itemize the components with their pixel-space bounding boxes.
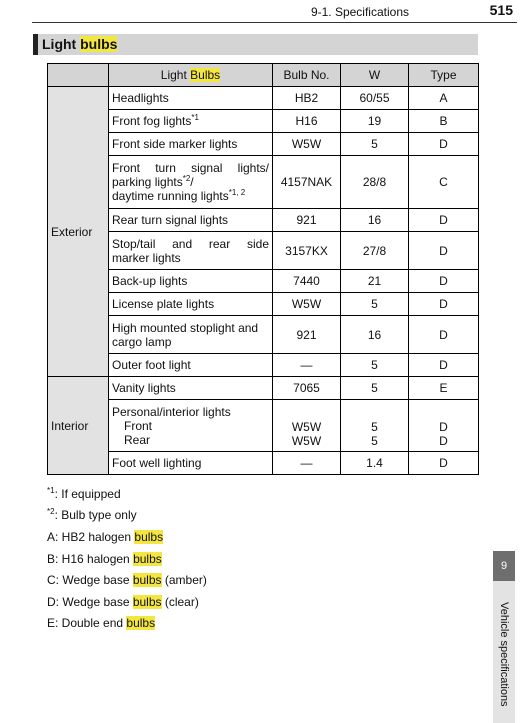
page-title <box>33 34 478 55</box>
row-bulb: HB2 <box>273 87 341 110</box>
row-name-line2 <box>112 175 269 189</box>
row-type-front: D <box>439 420 448 434</box>
row-name-text: Personal/interior lights <box>112 404 231 419</box>
row-bulb: 921 <box>273 209 341 232</box>
row-name: Outer foot light <box>109 354 273 377</box>
row-type: C <box>409 156 479 209</box>
legend-highlight: bulbs <box>126 616 156 630</box>
group-interior: Interior <box>48 377 109 475</box>
row-w <box>341 400 409 452</box>
row-name: Stop/tail and rear side marker lights <box>109 232 273 270</box>
footnote-mark: *2 <box>47 507 55 516</box>
header-light-bulbs <box>109 64 273 87</box>
row-name-line3-text: daytime running lights <box>112 189 229 203</box>
row-w-front: 5 <box>371 420 378 434</box>
row-w: 16 <box>341 209 409 232</box>
legend-item <box>47 592 207 614</box>
row-w: 28/8 <box>341 156 409 209</box>
row-type: B <box>409 110 479 133</box>
table-row <box>48 354 479 377</box>
row-name: Headlights <box>109 87 273 110</box>
legend-item <box>47 527 207 549</box>
table-row <box>48 133 479 156</box>
row-name <box>109 156 273 209</box>
legend-suffix: (clear) <box>161 594 199 609</box>
legend-highlight: bulbs <box>133 551 162 566</box>
row-w: 5 <box>341 354 409 377</box>
row-type: D <box>409 209 479 232</box>
row-bulb: 4157NAK <box>273 156 341 209</box>
footnote-mark: *1 <box>191 113 199 122</box>
legend-text: C: Wedge base <box>47 573 133 587</box>
row-name: Front side marker lights <box>109 133 273 156</box>
row-w: 21 <box>341 270 409 293</box>
row-type: D <box>409 232 479 270</box>
row-bulb-front: W5W <box>291 420 322 434</box>
row-w: 16 <box>341 316 409 354</box>
row-bulb-rear: W5W <box>291 434 322 448</box>
row-bulb: H16 <box>273 110 341 133</box>
row-type: E <box>409 377 479 400</box>
legend-highlight: bulbs <box>132 573 162 587</box>
row-w: 5 <box>341 293 409 316</box>
legend-highlight: bulbs <box>134 530 164 544</box>
row-type: D <box>409 452 479 475</box>
row-bulb: 7440 <box>273 270 341 293</box>
legend-highlight: bulbs <box>132 594 162 609</box>
header-light-prefix: Light <box>160 68 191 82</box>
legend-text: A: HB2 halogen <box>47 530 135 544</box>
table-row <box>48 156 479 209</box>
row-name-line2-text: parking lights <box>112 175 183 189</box>
row-w: 27/8 <box>341 232 409 270</box>
table-row <box>48 452 479 475</box>
table-row <box>48 270 479 293</box>
row-bulb: — <box>273 354 341 377</box>
section-heading: 9-1. Specifications <box>310 5 409 19</box>
header-divider <box>32 22 517 23</box>
legend-item <box>47 613 207 635</box>
footnote-mark: *1 <box>47 486 55 495</box>
row-type: D <box>409 293 479 316</box>
table-row <box>48 232 479 270</box>
row-bulb: — <box>273 452 341 475</box>
row-name: Back-up lights <box>109 270 273 293</box>
table-row <box>48 110 479 133</box>
row-name: Rear turn signal lights <box>109 209 273 232</box>
footnotes <box>47 484 137 526</box>
header-type: Type <box>409 64 479 87</box>
legend-text: D: Wedge base <box>47 594 133 609</box>
row-bulb: W5W <box>273 293 341 316</box>
table-row <box>48 209 479 232</box>
row-w: 19 <box>341 110 409 133</box>
row-name-text: Front fog lights <box>112 114 192 128</box>
row-w: 5 <box>341 377 409 400</box>
footnote <box>47 484 137 505</box>
row-name-line3 <box>112 189 269 203</box>
header-w: W <box>341 64 409 87</box>
title-highlight: bulbs <box>80 36 118 52</box>
row-type <box>409 400 479 452</box>
row-type: D <box>409 316 479 354</box>
table-header-row <box>48 64 479 87</box>
row-w-rear: 5 <box>371 434 378 448</box>
legend-item <box>47 570 207 592</box>
header-light-highlight: Bulbs <box>190 68 221 82</box>
title-prefix: Light <box>42 36 81 52</box>
legend-text: E: Double end <box>47 616 127 630</box>
page-number: 515 <box>489 2 513 18</box>
row-type: D <box>409 270 479 293</box>
table-row <box>48 293 479 316</box>
row-name <box>109 400 273 452</box>
row-bulb <box>273 400 341 452</box>
row-name: High mounted stoplight and cargo lamp <box>109 316 273 354</box>
row-bulb: W5W <box>273 133 341 156</box>
row-type: D <box>409 354 479 377</box>
row-type: A <box>409 87 479 110</box>
table-row <box>48 87 479 110</box>
footnote <box>47 505 137 526</box>
table-row <box>48 316 479 354</box>
table-row <box>48 400 479 452</box>
row-w: 60/55 <box>341 87 409 110</box>
footnote-text: : Bulb type only <box>54 508 137 522</box>
row-w: 1.4 <box>341 452 409 475</box>
row-name: Foot well lighting <box>109 452 273 475</box>
footnote-mark: *2 <box>182 174 191 183</box>
footnote-text: : If equipped <box>54 487 121 501</box>
group-exterior: Exterior <box>48 87 109 377</box>
row-name: License plate lights <box>109 293 273 316</box>
row-w: 5 <box>341 133 409 156</box>
row-name: Vanity lights <box>109 377 273 400</box>
row-type-rear: D <box>439 434 448 448</box>
chapter-label: Vehicle specifications <box>498 602 510 707</box>
row-subitem-front: Front <box>124 418 153 433</box>
light-bulbs-table <box>47 63 479 475</box>
row-bulb: 7065 <box>273 377 341 400</box>
row-name-line2-slash: / <box>190 175 194 189</box>
table-row <box>48 377 479 400</box>
header-blank <box>48 64 109 87</box>
legend-item <box>47 549 207 571</box>
row-name <box>109 110 273 133</box>
legend-text: B: H16 halogen <box>47 551 134 566</box>
header-bulb-no: Bulb No. <box>273 64 341 87</box>
footnote-mark: *1, 2 <box>228 188 246 197</box>
row-bulb: 921 <box>273 316 341 354</box>
legend-suffix: (amber) <box>161 573 207 587</box>
row-name-line1: Front turn signal lights/ <box>112 161 269 175</box>
chapter-tab: 9 <box>493 551 515 581</box>
row-subitem-rear: Rear <box>124 432 151 447</box>
bulb-type-legend <box>47 527 207 635</box>
row-bulb: 3157KX <box>273 232 341 270</box>
row-type: D <box>409 133 479 156</box>
